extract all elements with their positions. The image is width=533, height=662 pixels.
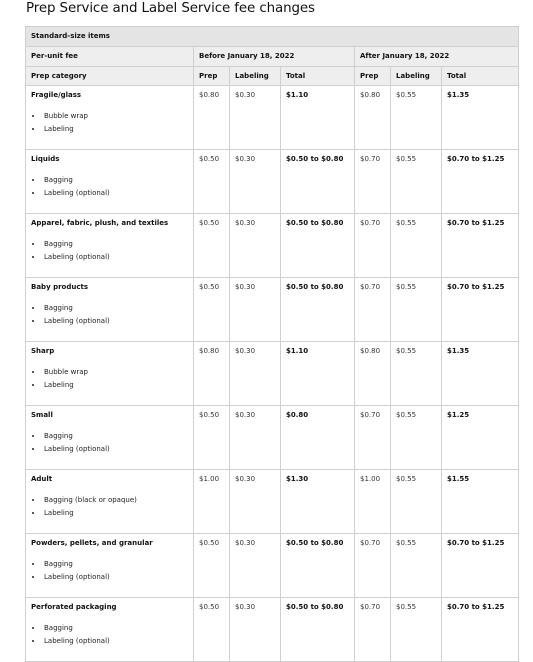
service-list xyxy=(31,430,188,456)
service-item: Bagging xyxy=(31,430,188,443)
after-total-cell: $0.70 to $1.25 xyxy=(442,214,519,278)
service-item: Labeling (optional) xyxy=(31,443,188,456)
before-prep-cell: $0.50 xyxy=(194,214,230,278)
before-labeling-cell: $0.30 xyxy=(230,214,281,278)
category-name: Sharp xyxy=(31,347,55,355)
service-item: Labeling (optional) xyxy=(31,571,188,584)
service-item: Labeling xyxy=(31,379,188,392)
after-prep-cell: $0.70 xyxy=(355,150,391,214)
col-header-after-prep: Prep xyxy=(355,67,391,86)
before-labeling-cell: $0.30 xyxy=(230,86,281,150)
after-labeling-cell: $0.55 xyxy=(391,278,442,342)
after-labeling-cell: $0.55 xyxy=(391,470,442,534)
after-prep-cell: $0.70 xyxy=(355,278,391,342)
service-item: Labeling xyxy=(31,123,188,136)
after-prep-cell: $1.00 xyxy=(355,470,391,534)
col-header-before-prep: Prep xyxy=(194,67,230,86)
per-unit-fee-label: Per-unit fee xyxy=(26,47,194,67)
after-total-cell: $1.35 xyxy=(442,86,519,150)
before-labeling-cell: $0.30 xyxy=(230,342,281,406)
service-list xyxy=(31,302,188,328)
before-labeling-cell: $0.30 xyxy=(230,470,281,534)
col-header-after-labeling: Labeling xyxy=(391,67,442,86)
section-label: Standard-size items xyxy=(26,27,519,47)
service-item: Labeling (optional) xyxy=(31,635,188,648)
column-header-row xyxy=(26,67,519,86)
after-labeling-cell: $0.55 xyxy=(391,86,442,150)
after-total-cell: $0.70 to $1.25 xyxy=(442,598,519,662)
service-list xyxy=(31,558,188,584)
service-item: Labeling (optional) xyxy=(31,187,188,200)
after-period-label: After January 18, 2022 xyxy=(355,47,519,67)
service-item: Bagging xyxy=(31,622,188,635)
before-prep-cell: $0.50 xyxy=(194,406,230,470)
period-header-row xyxy=(26,47,519,67)
before-prep-cell: $0.80 xyxy=(194,86,230,150)
table-row xyxy=(26,534,519,598)
before-total-cell: $0.80 xyxy=(281,406,355,470)
category-cell xyxy=(26,470,194,534)
fee-table xyxy=(25,26,519,662)
table-row xyxy=(26,214,519,278)
after-labeling-cell: $0.55 xyxy=(391,598,442,662)
category-cell xyxy=(26,342,194,406)
after-prep-cell: $0.80 xyxy=(355,86,391,150)
service-item: Labeling (optional) xyxy=(31,315,188,328)
before-period-label: Before January 18, 2022 xyxy=(194,47,355,67)
after-labeling-cell: $0.55 xyxy=(391,342,442,406)
category-cell xyxy=(26,598,194,662)
before-total-cell: $1.30 xyxy=(281,470,355,534)
before-labeling-cell: $0.30 xyxy=(230,278,281,342)
service-list xyxy=(31,622,188,648)
service-item: Bagging xyxy=(31,302,188,315)
before-prep-cell: $0.50 xyxy=(194,534,230,598)
table-row xyxy=(26,150,519,214)
before-labeling-cell: $0.30 xyxy=(230,150,281,214)
before-prep-cell: $0.50 xyxy=(194,150,230,214)
after-prep-cell: $0.70 xyxy=(355,598,391,662)
service-item: Bubble wrap xyxy=(31,366,188,379)
after-total-cell: $1.35 xyxy=(442,342,519,406)
service-item: Bagging xyxy=(31,174,188,187)
category-cell xyxy=(26,150,194,214)
before-labeling-cell: $0.30 xyxy=(230,534,281,598)
before-total-cell: $0.50 to $0.80 xyxy=(281,278,355,342)
after-labeling-cell: $0.55 xyxy=(391,534,442,598)
after-prep-cell: $0.70 xyxy=(355,534,391,598)
category-name: Powders, pellets, and granular xyxy=(31,539,153,547)
category-name: Small xyxy=(31,411,53,419)
service-item: Bagging xyxy=(31,238,188,251)
before-prep-cell: $0.50 xyxy=(194,598,230,662)
page-title: Prep Service and Label Service fee changes xyxy=(26,1,315,16)
table-row xyxy=(26,406,519,470)
category-cell xyxy=(26,86,194,150)
table-row xyxy=(26,278,519,342)
before-labeling-cell: $0.30 xyxy=(230,598,281,662)
table-row xyxy=(26,470,519,534)
service-item: Bagging (black or opaque) xyxy=(31,494,188,507)
col-header-category: Prep category xyxy=(26,67,194,86)
category-name: Adult xyxy=(31,475,53,483)
before-prep-cell: $1.00 xyxy=(194,470,230,534)
before-prep-cell: $0.80 xyxy=(194,342,230,406)
before-total-cell: $1.10 xyxy=(281,342,355,406)
category-cell xyxy=(26,278,194,342)
after-labeling-cell: $0.55 xyxy=(391,406,442,470)
category-cell xyxy=(26,214,194,278)
service-list xyxy=(31,494,188,520)
table-row xyxy=(26,86,519,150)
service-item: Bagging xyxy=(31,558,188,571)
col-header-before-labeling: Labeling xyxy=(230,67,281,86)
category-name: Baby products xyxy=(31,283,88,291)
col-header-before-total: Total xyxy=(281,67,355,86)
service-list xyxy=(31,366,188,392)
category-name: Apparel, fabric, plush, and textiles xyxy=(31,219,169,227)
service-list xyxy=(31,174,188,200)
after-prep-cell: $0.70 xyxy=(355,214,391,278)
service-item: Bubble wrap xyxy=(31,110,188,123)
before-total-cell: $1.10 xyxy=(281,86,355,150)
before-total-cell: $0.50 to $0.80 xyxy=(281,534,355,598)
after-prep-cell: $0.70 xyxy=(355,406,391,470)
service-item: Labeling (optional) xyxy=(31,251,188,264)
after-labeling-cell: $0.55 xyxy=(391,150,442,214)
after-labeling-cell: $0.55 xyxy=(391,214,442,278)
category-name: Liquids xyxy=(31,155,60,163)
after-total-cell: $0.70 to $1.25 xyxy=(442,534,519,598)
before-labeling-cell: $0.30 xyxy=(230,406,281,470)
table-row xyxy=(26,342,519,406)
after-prep-cell: $0.80 xyxy=(355,342,391,406)
table-row xyxy=(26,598,519,662)
service-list xyxy=(31,110,188,136)
service-item: Labeling xyxy=(31,507,188,520)
after-total-cell: $0.70 to $1.25 xyxy=(442,278,519,342)
before-total-cell: $0.50 to $0.80 xyxy=(281,214,355,278)
after-total-cell: $1.25 xyxy=(442,406,519,470)
service-list xyxy=(31,238,188,264)
after-total-cell: $0.70 to $1.25 xyxy=(442,150,519,214)
col-header-after-total: Total xyxy=(442,67,519,86)
category-cell xyxy=(26,406,194,470)
after-total-cell: $1.55 xyxy=(442,470,519,534)
section-header-row xyxy=(26,27,519,47)
category-name: Perforated packaging xyxy=(31,603,117,611)
before-total-cell: $0.50 to $0.80 xyxy=(281,598,355,662)
before-prep-cell: $0.50 xyxy=(194,278,230,342)
category-name: Fragile/glass xyxy=(31,91,82,99)
before-total-cell: $0.50 to $0.80 xyxy=(281,150,355,214)
category-cell xyxy=(26,534,194,598)
